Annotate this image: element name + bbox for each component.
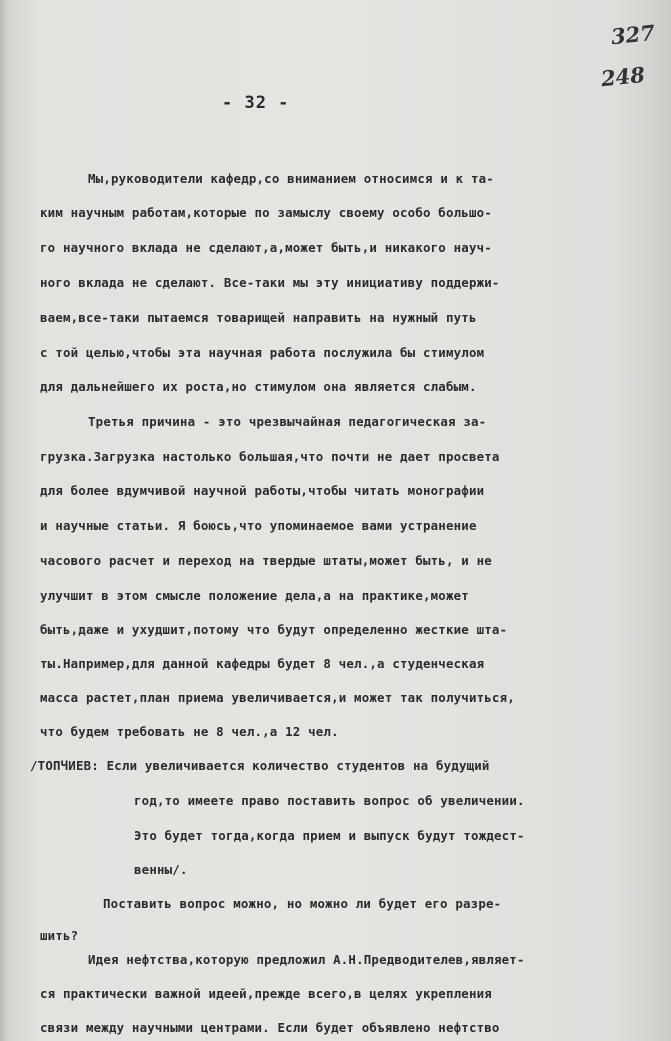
text-line: улучшит в этом смысле положение дела,а на практике,может bbox=[40, 588, 469, 603]
text-line: и научные статьи. Я боюсь,что упоминаемое вами устранение bbox=[40, 518, 477, 533]
text-line: масса растет,план приема увеличивается,и может так получиться, bbox=[40, 690, 515, 705]
text-line: ким научным работам,которые по замыслу своему особо большо- bbox=[40, 205, 492, 220]
text-line: связи между научными центрами. Если будет объявлено нефтство bbox=[40, 1020, 500, 1035]
text-line: Третья причина - это чрезвычайная педагогическая за- bbox=[88, 414, 487, 429]
text-line: ты.Например,для данной кафедры будет 8 чел.,а студенческая bbox=[40, 656, 485, 671]
handwritten-folio-number-top: 327 bbox=[609, 19, 657, 50]
scan-edge-shadow bbox=[0, 0, 8, 1041]
text-line: год,то имеете право поставить вопрос об увеличении. bbox=[134, 793, 525, 808]
handwritten-folio-number-bottom: 248 bbox=[599, 61, 647, 92]
text-line: для дальнейшего их роста,но стимулом она является слабым. bbox=[40, 379, 477, 394]
text-line: Это будет тогда,когда прием и выпуск будут тождест- bbox=[134, 828, 525, 843]
text-line: ваем,все-таки пытаемся товарищей направить на нужный путь bbox=[40, 310, 477, 325]
text-line: часового расчет и переход на твердые штаты,может быть, и не bbox=[40, 553, 492, 568]
text-line: быть,даже и ухудшит,потому что будут определенно жесткие шта- bbox=[40, 622, 508, 637]
text-line: для более вдумчивой научной работы,чтобы читать монографии bbox=[40, 483, 485, 498]
text-line: что будем требовать не 8 чел.,а 12 чел. bbox=[40, 724, 339, 739]
text-line: ся практически важной идеей,прежде всего,в целях укрепления bbox=[40, 986, 492, 1001]
text-line: Идея нефтства,которую предложил А.Н.Предводителев,являет- bbox=[88, 952, 525, 967]
text-line: шить? bbox=[40, 928, 79, 943]
text-line: Поставить вопрос можно, но можно ли будет его разре- bbox=[103, 896, 502, 911]
text-line: Мы,руководители кафедр,со вниманием относимся и к та- bbox=[88, 171, 494, 186]
page-number: - 32 - bbox=[222, 93, 290, 113]
text-line: грузка.Загрузка настолько большая,что почти не дает просвета bbox=[40, 449, 500, 464]
text-line: го научного вклада не сделают,а,может быть,и никакого науч- bbox=[40, 240, 492, 255]
text-line: венны/. bbox=[134, 862, 188, 877]
text-line: /ТОПЧИЕВ: Если увеличивается количество студентов на будущий bbox=[30, 758, 490, 773]
text-line: с той целью,чтобы эта научная работа послужила бы стимулом bbox=[40, 345, 485, 360]
text-line: ного вклада не сделают. Все-таки мы эту инициативу поддержи- bbox=[40, 275, 500, 290]
